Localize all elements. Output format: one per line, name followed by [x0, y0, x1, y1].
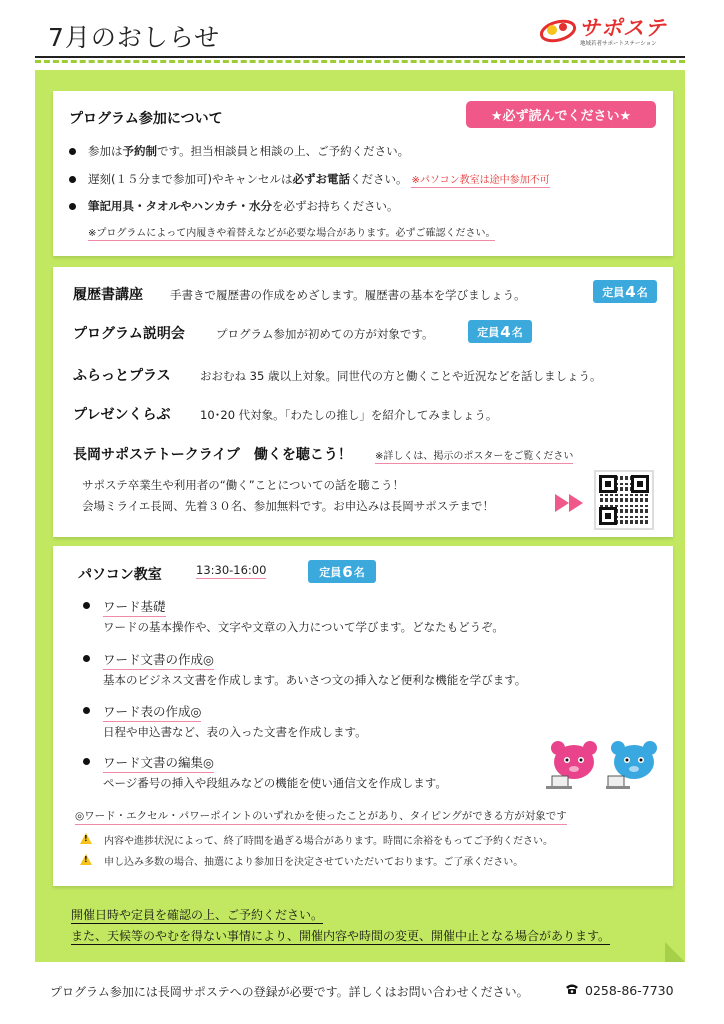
must-read-badge: ★必ず読んでください★	[466, 101, 656, 128]
notice-item-reservation: 参加は予約制です。担当相談員と相談の上、ご予約ください。	[88, 144, 410, 158]
furatto-title: ふらっとプラス	[73, 368, 171, 384]
resume-course-desc: 手書きで履歴書の作成をめざします。履歴書の基本を学びましょう。	[170, 288, 526, 302]
course-name: ワード表の作成◎	[103, 702, 201, 722]
bullet-icon	[83, 707, 90, 714]
bullet-icon	[69, 176, 76, 183]
course-name: ワード基礎	[103, 597, 166, 617]
pc-class-time: 13:30-16:00	[196, 563, 267, 577]
talk-live-note: ※詳しくは、掲示のポスターをご覧ください	[375, 447, 573, 464]
program-notice-heading: プログラム参加について	[69, 111, 223, 127]
course-name: ワード文書の作成◎	[103, 650, 214, 670]
logo-subtitle: 地域若者サポートステーション	[580, 41, 657, 47]
talk-live-title: 長岡サポステトークライブ 働くを聴こう！	[73, 447, 352, 463]
page-title: 7月のおしらせ	[48, 23, 221, 52]
presen-desc: 10･20 代対象。「わたしの推し」を紹介してみましょう。	[200, 408, 498, 422]
logo-name: サポステ	[579, 16, 667, 40]
bullet-icon	[83, 602, 90, 609]
notes-line2: また、天候等のやむを得ない事情により、開催内容や時間の変更、開催中止となる場合があります。	[71, 929, 611, 943]
talk-live-line1: サポステ卒業生や利用者の“働く”ことについての話を聴こう！	[82, 478, 404, 492]
pc-class-warning-time: 内容や進捗状況によって、終了時間を過ぎる場合があります。時間に余裕をもってご予約ください。	[104, 836, 553, 847]
course-desc: 日程や申込書など、表の入った文書を作成します。	[103, 725, 367, 739]
pc-class-title: パソコン教室	[78, 567, 162, 583]
talk-live-line2: 会場ミライエ長岡、先着３０名、参加無料です。お申込みは長岡サポステまで！	[82, 499, 495, 513]
resume-course-title: 履歴書講座	[73, 287, 143, 303]
notice-item-late: 遅刻(１５分まで参加可)やキャンセルは必ずお電話ください。 ※パソコン教室は途中参加不可	[88, 172, 550, 186]
page-fold	[665, 942, 685, 962]
briefing-capacity-badge: 定員 4 名	[468, 320, 532, 343]
presen-title: プレゼンくらぶ	[73, 407, 171, 423]
pink-bear-mascot-icon	[546, 738, 602, 790]
saposute-logo	[538, 14, 688, 48]
qr-code-icon[interactable]	[594, 470, 654, 530]
pc-class-warning-lottery: 申し込み多数の場合、抽選により参加日を決定させていただいております。ご了承ください。	[104, 857, 524, 868]
resume-capacity-badge: 定員 4 名	[593, 280, 657, 303]
notice-item-belongings: 筆記用具・タオルやハンカチ・水分を必ずお持ちください。	[88, 199, 399, 213]
logo-mark-icon	[538, 16, 578, 46]
bullet-icon	[69, 148, 76, 155]
pc-class-capacity-badge: 定員 6 名	[308, 560, 376, 583]
furatto-desc: おおむね 35 歳以上対象。同世代の方と働くことや近況などを話しましょう。	[200, 369, 602, 383]
bullet-icon	[83, 655, 90, 662]
pc-class-target-note: ◎ワード・エクセル・パワーポイントのいずれかを使ったことがあり、タイピングができる方が対象です	[75, 808, 567, 825]
notes-line1: 開催日時や定員を確認の上、ご予約ください。	[71, 908, 324, 922]
telephone-icon	[565, 983, 579, 995]
briefing-title: プログラム説明会	[73, 326, 185, 342]
footer-registration-note: プログラム参加には長岡サポステへの登録が必要です。詳しくはお問い合わせください。	[50, 985, 529, 999]
arrow-icon	[569, 494, 583, 512]
briefing-desc: プログラム参加が初めての方が対象です。	[216, 327, 434, 341]
warning-icon: !	[80, 854, 92, 865]
bullet-icon	[69, 203, 76, 210]
dashed-divider	[35, 60, 685, 63]
blue-bear-mascot-icon	[606, 738, 662, 790]
notice-footnote: ※プログラムによって内履きや着替えなどが必要な場合があります。必ずご確認ください。	[88, 224, 495, 241]
title-rule	[35, 56, 685, 58]
course-desc: ページ番号の挿入や段組みなどの機能を使い通信文を作成します。	[103, 776, 447, 790]
course-desc: ワードの基本操作や、文字や文章の入力について学びます。どなたもどうぞ。	[103, 620, 504, 634]
bullet-icon	[83, 758, 90, 765]
warning-icon: !	[80, 833, 92, 844]
course-desc: 基本のビジネス文書を作成します。あいさつ文の挿入など便利な機能を学びます。	[103, 673, 527, 687]
arrow-icon	[555, 494, 569, 512]
page-header	[0, 0, 724, 60]
course-name: ワード文書の編集◎	[103, 753, 214, 773]
footer-phone-number[interactable]: 0258-86-7730	[585, 983, 674, 998]
